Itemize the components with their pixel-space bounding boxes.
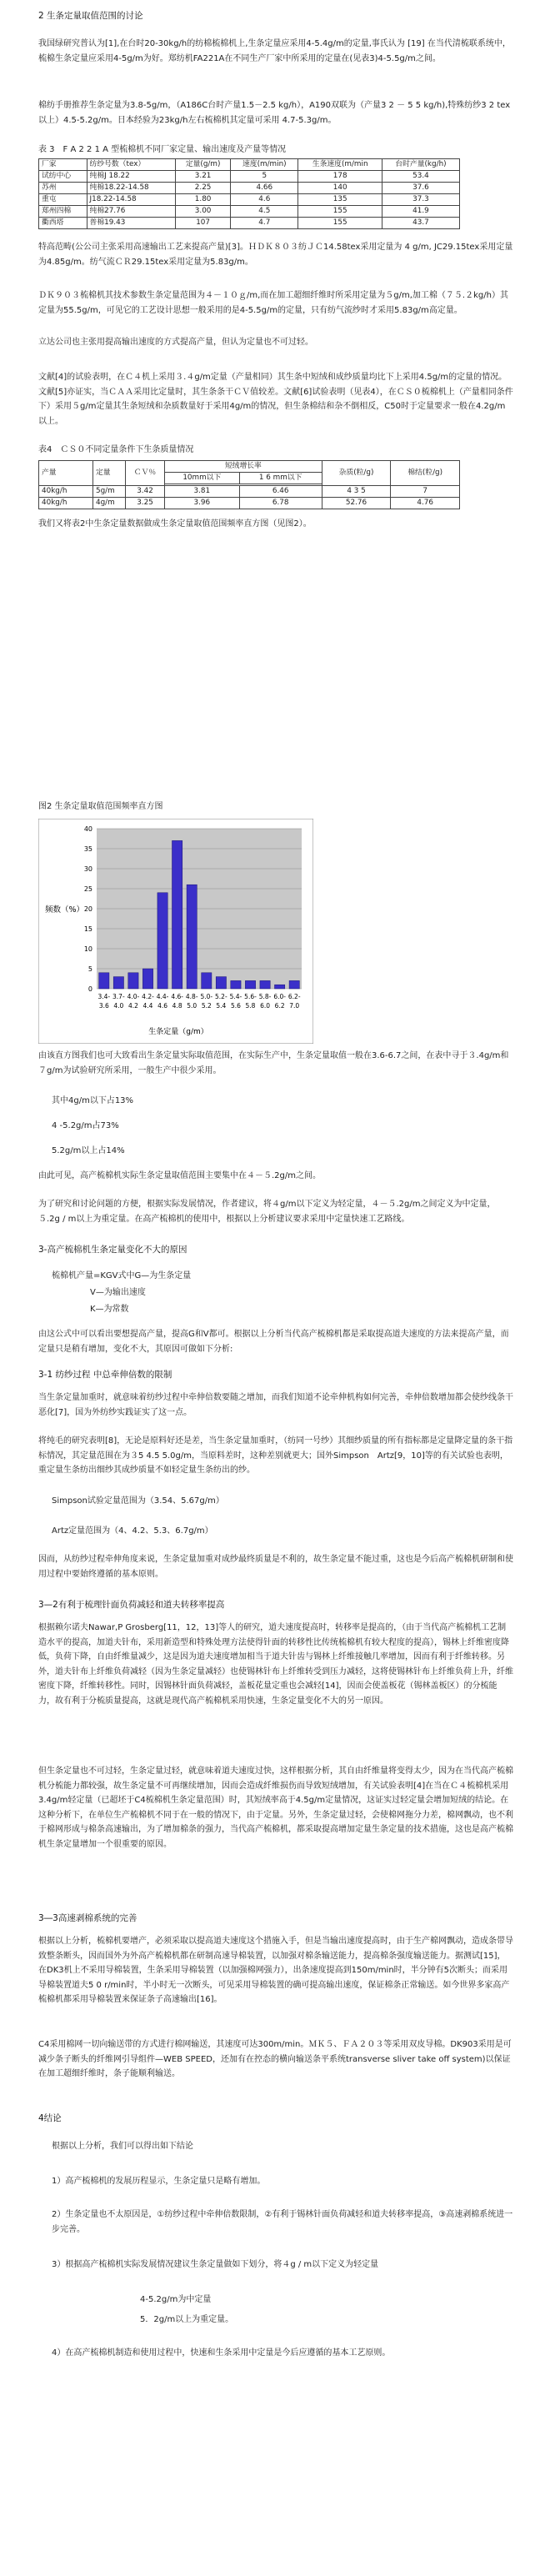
x-tick-label-start: 5.4-	[229, 993, 242, 1000]
y-tick-label: 0	[88, 985, 92, 993]
x-tick-label-start: 5.8-	[258, 993, 272, 1000]
x-tick-label-start: 3.7-	[112, 993, 125, 1000]
x-tick-label-end: 4.6	[158, 1002, 168, 1010]
table-4-header-cell: 杂质(粒/g)	[322, 461, 391, 486]
table-4-cell: 7	[391, 486, 460, 498]
y-tick-label: 20	[83, 905, 92, 913]
paragraph-3-2-a: 根据赖尔诺夫Nawar,P Grosberg[11，12，13]等人的研究，道夫速度提高时，转移率是提高的，（由于当代高产梳棉机工艺制造水平的提高，加道夫针布，采用新造型和特殊处理方法使得针面的转移性比传统梳棉机有较大程度的提高），锡林上纤维密度降低，负荷下降，自由纤维量减少，这是因为道夫速度增加相当于道夫针齿与锡林上纤维接触几率增加，因而有利于纤维转移。另外，道夫针布上纤维负荷减轻（因为生条定量减轻）也使锡林针布上纤维转受到压力减轻，这将使锡林针布上纤维负荷上升，纤维密度下降，纤维转移性。同时，因锡林针面负荷减轻，盖板花量定重也会减轻[14]，因而会使盖板花（锡林盖板区）的分梳能力，故有利于分梳质量提高，这就是现代高产梳棉机采用快速，生条定量变化不大的另一原因。	[38, 1623, 513, 1706]
section-2-paragraph-2: 棉纺手册推荐生条定量为3.8-5g/m，（A186C台时产量1.5－2.5 kg/h），A190双联为（产量3 2 － 5 5 kg/h),特殊纺纱3 2 tex以上）4.5-5.2g/m。日本经验为23kg/h左右梳棉机其定量可采用 4.7-5.3g/m。	[38, 101, 511, 125]
paragraph-3-3-a: 根据以上分析，梳棉机要增产，必须采取以提高道夫速度这个措施入手，但是当输出速度提高时，由于生产棉网飘动，造成条带导致整条断头，因而国外为外高产梳棉机都在研制高速导棉装置，以加强对棉条输送能力，提高棉条强度输送能力。据测试[15]，在DK3机上不采用导棉装置，生条采用导棉装置（以加强棉网强力），出条速度提高到150m/min时，半分钟有5次断头；而采用导棉装置道夫5 0 r/min时，半小时无一次断头，可见采用导棉装置的确可提高输出速度，保证棉条正常输送。如今世界多家高产梳棉机都采用导棉装置来保证条子高速输出[16]。	[38, 1937, 513, 2004]
table-3-cell: 140	[298, 183, 382, 194]
paragraph-dk903: ＤＫ９０３梳棉机其技术参数生条定量范围为４－１０ｇ/m,而在加工超细纤维时所采用定量为５g/m,加工棉（７５.２kg/h）其定量为55.5g/m，可见它的工艺设计思想一般采用的是4-5.5g/m的定量，只有纺气流纱时才采用5.83g/m高定量。	[38, 291, 508, 315]
table-3-cell: 155	[298, 218, 382, 229]
x-tick-label-end: 5.6	[230, 1002, 241, 1010]
table-3-cell: 1.80	[176, 194, 231, 206]
table-4-header-cell: 10mm以下	[165, 473, 240, 484]
table-4-header-cell: 短绒增长率	[165, 461, 322, 473]
y-tick-label: 40	[83, 825, 92, 833]
table-3-cell: 苏州	[39, 183, 88, 194]
x-tick-label-start: 4.0-	[127, 993, 140, 1000]
table-3-cell: 重屯	[39, 194, 88, 206]
table-4-cell: 3.42	[126, 486, 165, 498]
table-3-cell: 3.00	[176, 206, 231, 218]
table-3-row	[39, 206, 460, 218]
x-tick-label-start: 3.4-	[98, 993, 111, 1000]
paragraph-rieter: 立达公司也主张用提高输出速度的方式提高产量，但认为定量也不可过轻。	[38, 338, 313, 347]
table-3-header-cell: 厂家	[39, 159, 88, 171]
y-tick-label: 10	[83, 945, 92, 953]
paragraph-classification: 为了研究和讨论问题的方便，根据实际发展情况，作者建议，将４g/m以下定义为轻定量，４－５.2g/m之间定义为中定量，５.2g / m以上为重定量。在高产梳棉机的使用中，根据以上分析建议要求采用中定量快速工艺路线。	[38, 1200, 496, 1224]
table-3-cell: 37.3	[382, 194, 459, 206]
x-tick-label-end: 6.0	[260, 1002, 271, 1010]
table-4-cell: 6.78	[239, 498, 322, 509]
conclusion-3-heavy: 5．2g/m以上为重定量。	[140, 2315, 234, 2324]
table-4-header-cell: 棉结(粒/g)	[391, 461, 460, 486]
table-3-header-cell: 定量(g/m)	[176, 159, 231, 171]
table-3	[38, 158, 460, 229]
paragraph-range-conclusion: 由此可见，高产梳棉机实际生条定量取值范围主要集中在４－５.2g/m之间。	[38, 1171, 321, 1180]
x-axis-label: 生条定量（g/m）	[148, 1028, 208, 1036]
table-3-cell: 178	[298, 171, 382, 183]
histogram-bar	[172, 840, 182, 989]
table-4-cell: 3.96	[165, 498, 240, 509]
x-tick-label-end: 5.0	[187, 1002, 198, 1010]
table-3-header-cell: 速度(m/min)	[231, 159, 298, 171]
table-3-header-row	[39, 159, 460, 171]
table-4-row	[39, 498, 460, 509]
histogram-figure	[38, 800, 513, 1042]
table-3-cell: 155	[298, 206, 382, 218]
y-tick-label: 30	[83, 865, 92, 873]
table-4-row	[39, 486, 460, 498]
paragraph-3-1-a: 当生条定量加重时，就意味着纺纱过程中牵伸倍数要随之增加，而我们知道不论牵伸机构如何完善，牵伸倍数增加都会使纱线条干恶化[7]，国为外纺纱实践证实了这一点。	[38, 1393, 513, 1417]
paragraph-3-1-c: 因而，从纺纱过程牵伸角度来说，生条定量加重对成纱最终质量是不利的，故生条定量不能过重，这也是今后高产梳棉机研制和使用过程中要始终遵循的基本原则。	[38, 1555, 513, 1579]
paragraph-formula-analysis: 由这公式中可以看出要想提高产量，提高G和V都可。根据以上分析当代高产梳棉机都是采取提高道夫速度的方法来提高产量，而定量只是稍有增加，变化不大，其原因可做如下分析:	[38, 1330, 509, 1354]
table-3-row	[39, 171, 460, 183]
histogram-bar	[202, 973, 212, 989]
table-4-header-cell: 产量	[39, 461, 93, 486]
table-4	[38, 460, 460, 509]
table-4-cell: 4.76	[391, 498, 460, 509]
table-3-cell: 2.25	[176, 183, 231, 194]
table-3-cell: 43.7	[382, 218, 459, 229]
chart-title: 图2 生条定量取值范围频率直方图	[38, 802, 163, 811]
formula-line-1: 梳棉机产量=KGV式中G—为生条定量	[52, 1271, 192, 1280]
conclusion-1: 1）高产梳棉机的发展历程显示，生条定量只是略有增加。	[52, 2177, 266, 2186]
table-3-row	[39, 194, 460, 206]
table-3-row	[39, 218, 460, 229]
y-tick-label: 25	[83, 885, 92, 893]
y-tick-label: 5	[88, 965, 92, 973]
table-3-cell: 纯棉J 18.22	[87, 171, 175, 183]
x-tick-label-start: 4.4-	[156, 993, 169, 1000]
table-4-cell: 40kg/h	[39, 486, 93, 498]
table-4-cell: 5g/m	[93, 486, 126, 498]
x-tick-label-end: 4.0	[113, 1002, 124, 1010]
conclusion-3: 3）根据高产梳棉机实际发展情况建议生条定量做如下划分，将４g / m以下定义为轻定量	[52, 2260, 379, 2269]
simpson-range: Simpson试验定量范围为（3.54、5.67g/m）	[52, 1496, 224, 1506]
histogram-bar	[216, 977, 226, 989]
subsection-3-1-heading: 3-1 纺纱过程 中总牵伸倍数的限制	[38, 1370, 172, 1380]
conclusion-3-medium: 4-5.2g/m为中定量	[140, 2295, 212, 2304]
subsection-3-2-heading: 3—2有利于梳理针面负荷减轻和道夫转移率提高	[38, 1600, 225, 1610]
x-tick-label-start: 6.2-	[288, 993, 301, 1000]
y-axis-label: 频数（%）	[45, 905, 85, 915]
table-3-row	[39, 183, 460, 194]
table-3-cell: 4.5	[231, 206, 298, 218]
x-tick-label-end: 5.4	[216, 1002, 227, 1010]
x-tick-label-start: 5.0-	[200, 993, 213, 1000]
table-3-cell: J18.22-14.58	[87, 194, 175, 206]
subsection-3-3-heading: 3―3高速剥棉系统的完善	[38, 1913, 138, 1923]
table-4-header-cell: ＣＶ％	[126, 461, 165, 486]
formula-line-3: K—为常数	[90, 1305, 129, 1314]
x-tick-label-end: 3.6	[98, 1002, 109, 1010]
table-3-cell: 4.66	[231, 183, 298, 194]
conclusion-intro: 根据以上分析，我们可以得出如下结论	[52, 2142, 193, 2151]
paragraph-histogram-intro: 我们又将表2中生条定量数据做成生条定量取值范围频率直方图（见图2）。	[38, 519, 312, 529]
table-4-cell: 6.46	[239, 486, 322, 498]
table-4-header-cell: 定量	[93, 461, 126, 486]
table-3-cell: 4.6	[231, 194, 298, 206]
histogram-bar	[142, 969, 152, 989]
y-tick-label: 15	[83, 925, 92, 933]
x-tick-label-end: 7.0	[289, 1002, 300, 1010]
table-4-cell: 3.81	[165, 486, 240, 498]
histogram-chart	[38, 819, 313, 1044]
histogram-bar	[245, 980, 255, 989]
x-tick-label-start: 5.2-	[215, 993, 228, 1000]
paragraph-3-3-b: C4采用棉网一切向输送带的方式进行棉网输送，其速度可达300m/min。ＭＫ５、ＦＡ２０３等采用双皮导棉。DK903采用是可减少条子断头的纤维网引导组件—WEB SPEED，还加有在控态的横向输送条平系统transverse sliver take off system)以保证在加工超细纤维时，条子能顺利输送。	[38, 2040, 512, 2078]
stat-line-2: 4 -5.2g/m占73%	[52, 1121, 119, 1130]
table-3-cell: 衢西塔	[39, 218, 88, 229]
table-3-cell: 107	[176, 218, 231, 229]
histogram-bar	[187, 885, 197, 989]
table-3-cell: 4.7	[231, 218, 298, 229]
histogram-bar	[231, 980, 241, 989]
table-4-header-row	[39, 461, 460, 473]
y-tick-label: 35	[83, 845, 92, 853]
stat-line-1: 其中4g/m以下占13%	[52, 1096, 134, 1105]
conclusion-4: 4）在高产梳棉机制造和使用过程中，快速和生条采用中定量是今后应遵循的基本工艺原则。	[52, 2348, 391, 2358]
paragraph-3-1-b: 将纯毛的研究表明[8]，无论是原料好还是差，当生条定量加重时，（纺同一号纱）其细纱质量的所有指标都是定量降定量的条干指标情况，其定量范围在为３5 4.5 5.0g/m，当原料差时，这种差别就更大；国外Simpson Artz[9，10]等的有关试验也表明，重定量生条纺出细纱其成纱质量不如轻定量生条纺出的纱。	[38, 1436, 513, 1475]
histogram-bar	[289, 980, 299, 989]
table-3-cell: 郑州四棉	[39, 206, 88, 218]
section-3-heading: 3-高产梳棉机生条定量变化不大的原因	[38, 1245, 188, 1255]
table-4-cell: 40kg/h	[39, 498, 93, 509]
histogram-bar	[260, 980, 270, 989]
x-tick-label-end: 5.2	[201, 1002, 212, 1010]
table-3-cell: 37.6	[382, 183, 459, 194]
section-2-paragraph-1: 我国绿研究普认为[1],在台时20-30kg/h的纺棉梳棉机上,生条定量应采用4-5.4g/m的定量,事氏认为 [19] 在当代清梳联系统中，梳棉生条定量应采用4-5g/m为好。郑纺机FA221A在不同生产厂家中所采用的定量在(见表3)4-5.5g/m之间。	[38, 39, 511, 63]
artz-range: Artz定量范围为（4、4.2、5.3、6.7g/m）	[52, 1526, 213, 1536]
table-3-header-cell: 生条速度(m/min	[298, 159, 382, 171]
table-3-cell: 试纺中心	[39, 171, 88, 183]
histogram-bar	[113, 977, 123, 989]
table-3-caption: 表 3 F A 2 2 1 A 型梳棉机不同厂家定量、输出速度及产量等情况	[38, 145, 287, 154]
table-3-cell: 3.21	[176, 171, 231, 183]
table-3-cell: 41.9	[382, 206, 459, 218]
table-3-cell: 53.4	[382, 171, 459, 183]
paragraph-3-2-b: 但生条定量也不可过轻，生条定量过轻，就意味着道夫速度过快，这样根据分析，其自由纤维量将变得太少，因为在当代高产梳棉机分梳能力都较强，故生条定量不可再继续增加，因而会造成纤维损伤而导致短绒增加，有关试验表明[4]在当在Ｃ４梳棉机采用3.4g/m轻定量（已超坯于C4梳棉机生条定量范围）时，其短绒率高于4.5g/m定量情况，这证实过轻定量会增加短绒的结论。在这种分析下，在单位生产梳棉机不同于在一般的情况下，由于定量。另外，生条定量过轻，会使棉网拖分力差，棉网飘动，也不利于棉网形成与棉条高速输出，为了增加棉条的强力，当代高产梳棉机，都采取提高增加定量生条定量的技术措施，这也是高产梳棉机生条定量增加一个很重要的原因。	[38, 1767, 513, 1849]
paragraph-histogram-analysis: 由该直方图我们也可大致看出生条定量实际取值范围，在实际生产中，生条定量取值一般在3.6-6.7之间，在表中寻于３.4g/m和７g/m为试验研究所采用，一般生产中很少采用。	[38, 1051, 509, 1075]
table-4-cell: 3.25	[126, 498, 165, 509]
x-tick-label-start: 5.6-	[244, 993, 257, 1000]
table-3-cell: 普棉19.43	[87, 218, 175, 229]
table-3-cell: 纯棉18.22-14.58	[87, 183, 175, 194]
formula-line-2: V—为输出速度	[90, 1288, 146, 1297]
x-tick-label-start: 4.8-	[185, 993, 198, 1000]
section-4-heading: 4结论	[38, 2113, 62, 2123]
table-3-cell: 5	[231, 171, 298, 183]
x-tick-label-end: 4.8	[172, 1002, 182, 1010]
histogram-bar	[158, 893, 168, 989]
histogram-bar	[99, 973, 109, 989]
table-3-header-cell: 纺纱号数（tex）	[87, 159, 175, 171]
table-4-header-cell: 1 6 mm以下	[239, 473, 322, 484]
x-tick-label-start: 4.6-	[171, 993, 183, 1000]
x-tick-label-end: 6.2	[274, 1002, 285, 1010]
histogram-bar	[274, 985, 284, 989]
histogram-bar	[128, 973, 138, 989]
table-4-caption: 表4 ＣＳ０不同定量条件下生条质量情况	[38, 445, 194, 454]
paragraph-literature-tests: 文献[4]的试验表明，在Ｃ４机上采用３.４g/m定量（产量相同）其生条中短绒和成纱质量均比下上采用4.5g/m的定量的情况。文献[5]亦证实，当ＣＡＡ采用比定量时，其生条条干ＣＶ值较差。文献[6]试验表明（见表4），在ＣＳ０梳棉机上（产量相同条件下）采用５g/m定量其生条短绒和杂质数量好于采用4g/m的情况，但生条棉结和杂不倒相反，C50时于定量要求一般在4.2g/m以上。	[38, 373, 513, 426]
table-4-cell: 4g/m	[93, 498, 126, 509]
table-3-cell: 纯棉27.76	[87, 206, 175, 218]
x-tick-label-start: 4.2-	[142, 993, 154, 1000]
conclusion-2: 2）生条定量也不太原因是，①纺纱过程中牵伸倍数限制，②有利于锡林针面负荷减轻和道夫转移率提高，③高速剥棉系统进一步完善。	[52, 2210, 513, 2234]
section-2-heading: 2 生条定量取值范围的讨论	[38, 11, 143, 21]
table-4-cell: 4 3 5	[322, 486, 391, 498]
paragraph-dk803: 特高范畴(公公司主张采用高速输出工艺来提高产量)[3]。ＨＤＫ８０３纺ＪＣ14.58tex采用定量为 4 g/m, JC29.15tex采用定量为4.85g/m。纺气流ＣＲ29.15tex采用定量为5.83g/m。	[38, 243, 513, 267]
stat-line-3: 5.2g/m以上占14%	[52, 1146, 125, 1155]
x-tick-label-end: 4.4	[142, 1002, 153, 1010]
table-3-header-cell: 台时产量(kg/h)	[382, 159, 459, 171]
x-tick-label-end: 5.8	[245, 1002, 256, 1010]
x-tick-label-end: 4.2	[128, 1002, 138, 1010]
table-3-cell: 135	[298, 194, 382, 206]
x-tick-label-start: 6.0-	[273, 993, 286, 1000]
table-4-cell: 52.76	[322, 498, 391, 509]
